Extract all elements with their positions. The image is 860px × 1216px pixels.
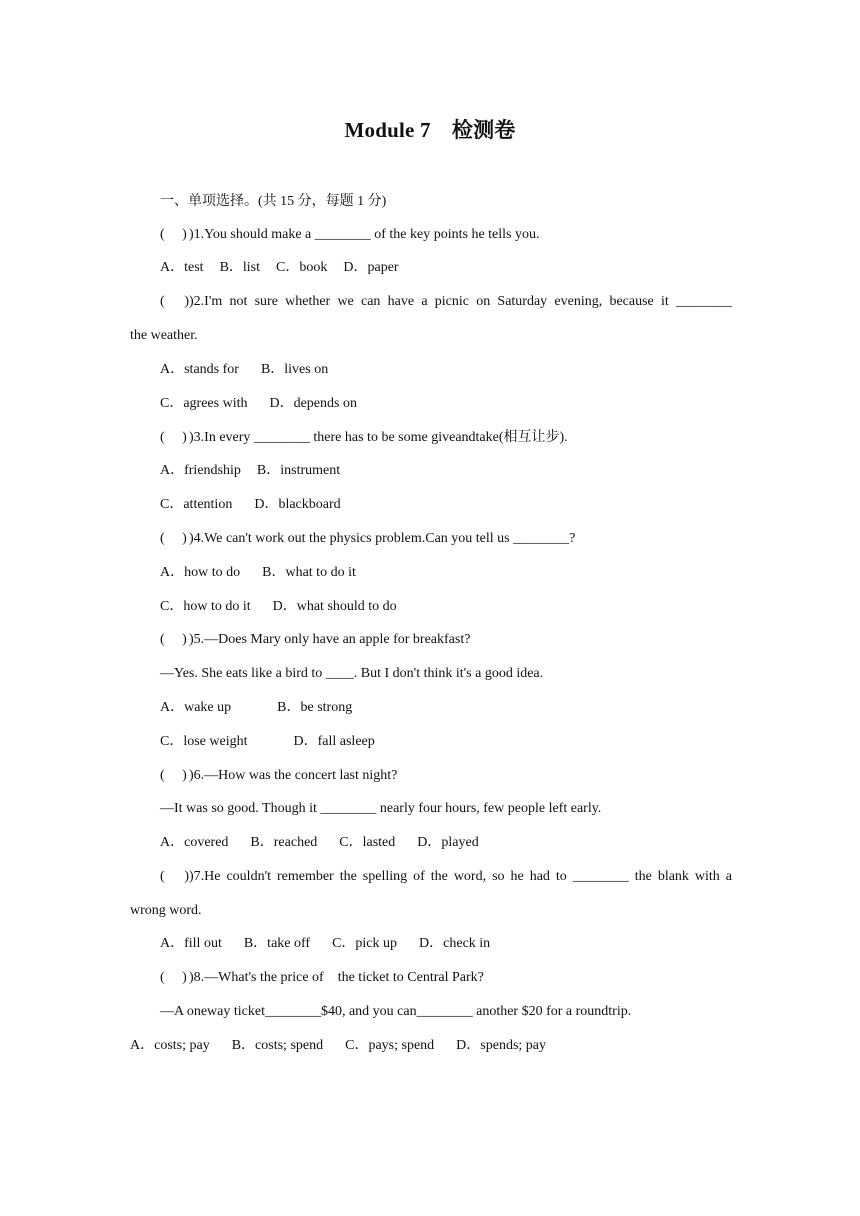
q3-option-b: B．instrument (256, 463, 341, 478)
answer-bracket: ( ) (160, 970, 187, 985)
question-8-stem: )8.—What's the price of the ticket to Central Park? (189, 970, 484, 985)
q1-option-b: B．list (219, 260, 261, 275)
question-5-options-row1 (160, 699, 352, 717)
question-4-options-row2 (160, 598, 397, 616)
q4-option-b: B．what to do it (262, 565, 356, 580)
q5-option-d: D．fall asleep (293, 734, 375, 749)
q2-option-b: B．lives on (260, 362, 329, 377)
question-4-stem: )4.We can't work out the physics problem.Can you tell us ________? (189, 531, 576, 546)
question-1 (160, 226, 540, 244)
q3-option-a: A．friendship (160, 463, 241, 478)
question-7-options (160, 935, 490, 953)
q4-option-c: C．how to do it (160, 599, 251, 614)
q7-option-d: D．check in (419, 936, 491, 951)
question-6-reply: —It was so good. Though it ________ nearly four hours, few people left early. (160, 801, 602, 816)
question-5-stem: )5.—Does Mary only have an apple for breakfast? (189, 632, 471, 647)
question-2-stem-continued: the weather. (130, 328, 198, 343)
q4-option-d: D．what should to do (272, 599, 397, 614)
question-7 (160, 868, 732, 886)
q4-option-a: A．how to do (160, 565, 241, 580)
question-8-options (130, 1037, 546, 1055)
answer-bracket: ( ) (160, 531, 187, 546)
question-3-options-row2 (160, 496, 341, 514)
question-7-stem-continued: wrong word. (130, 903, 202, 918)
answer-bracket: ( ) (160, 869, 189, 884)
page-title: Module 7 检测卷 (344, 118, 516, 142)
q2-option-c: C．agrees with (160, 396, 248, 411)
question-1-stem: )1.You should make a ________ of the key points he tells you. (189, 227, 540, 242)
question-6-stem: )6.—How was the concert last night? (189, 768, 398, 783)
question-3-options-row1 (160, 462, 340, 480)
question-8-reply: —A oneway ticket________$40, and you can________ another $20 for a roundtrip. (160, 1004, 632, 1019)
question-6 (160, 767, 397, 785)
question-2-options-row1 (160, 361, 328, 379)
question-1-options (160, 259, 399, 277)
question-4 (160, 530, 575, 548)
q1-option-c: C．book (276, 260, 328, 275)
q7-option-a: A．fill out (160, 936, 222, 951)
section-heading: 一、单项选择。(共 15 分，每题 1 分) (160, 194, 387, 209)
q3-option-d: D．blackboard (254, 497, 341, 512)
question-7-stem: )7.He couldn't remember the spelling of the word, so he had to ________ the blank with a (189, 869, 732, 884)
q1-option-a: A．test (160, 260, 204, 275)
q6-option-a: A．covered (160, 835, 229, 850)
q5-option-b: B．be strong (277, 700, 353, 715)
question-8 (160, 969, 484, 987)
q1-option-d: D．paper (343, 260, 399, 275)
q8-option-c: C．pays; spend (345, 1038, 435, 1053)
question-5-options-row2 (160, 733, 375, 751)
answer-bracket: ( ) (160, 294, 189, 309)
question-2-options-row2 (160, 395, 357, 413)
q5-option-a: A．wake up (160, 700, 232, 715)
question-5 (160, 631, 470, 649)
question-5-reply: —Yes. She eats like a bird to ____. But I don't think it's a good idea. (160, 666, 544, 681)
question-3 (160, 429, 568, 447)
question-2-stem: )2.I'm not sure whether we can have a picnic on Saturday evening, because it ________ (189, 294, 732, 309)
answer-bracket: ( ) (160, 632, 187, 647)
q6-option-d: D．played (417, 835, 479, 850)
answer-bracket: ( ) (160, 430, 187, 445)
q8-option-b: B．costs; spend (231, 1038, 324, 1053)
answer-bracket: ( ) (160, 768, 187, 783)
answer-bracket: ( ) (160, 227, 187, 242)
q3-option-c: C．attention (160, 497, 233, 512)
q2-option-a: A．stands for (160, 362, 239, 377)
question-3-stem: )3.In every ________ there has to be some giveandtake(相互让步). (189, 430, 568, 445)
q7-option-b: B．take off (243, 936, 311, 951)
q6-option-c: C．lasted (339, 835, 396, 850)
q8-option-a: A．costs; pay (130, 1038, 210, 1053)
q7-option-c: C．pick up (332, 936, 398, 951)
question-2 (160, 293, 732, 311)
question-6-options (160, 834, 479, 852)
q5-option-c: C．lose weight (160, 734, 248, 749)
q2-option-d: D．depends on (269, 396, 357, 411)
question-4-options-row1 (160, 564, 356, 582)
q8-option-d: D．spends; pay (456, 1038, 546, 1053)
q6-option-b: B．reached (250, 835, 318, 850)
